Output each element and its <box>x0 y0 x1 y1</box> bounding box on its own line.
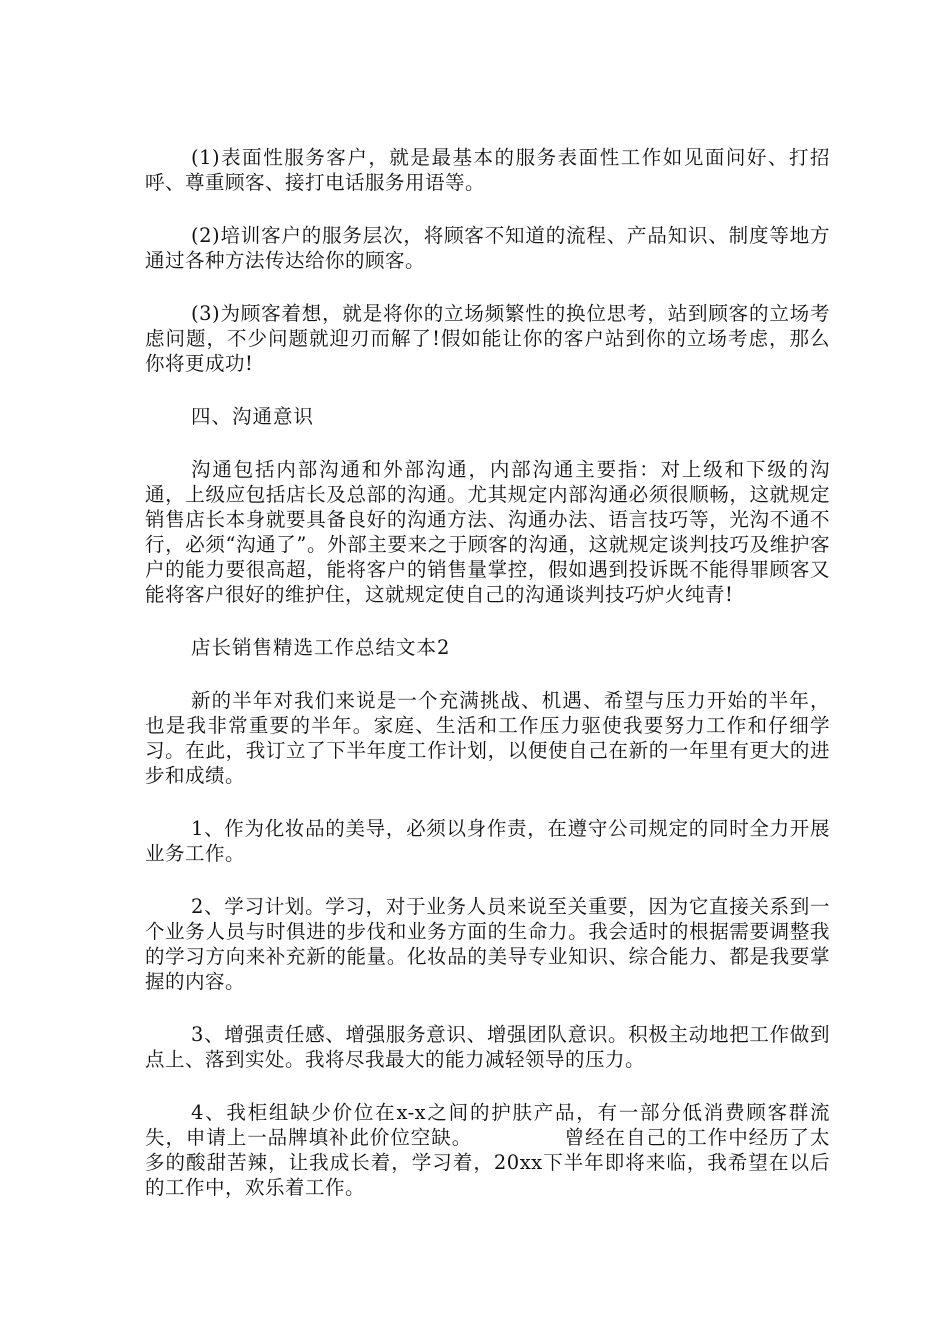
paragraph-item-4: 4、我柜组缺少价位在x-x之间的护肤产品，有一部分低消费顾客群流失，申请上一品牌填补此价位空缺。 曾经在自己的工作中经历了太多的酸甜苦辣，让我成长着，学习着，20xx下半年即将来临，我希望在以后的工作中，欢乐着工作。 <box>145 1101 830 1199</box>
section-heading-communication: 四、沟通意识 <box>191 405 315 428</box>
paragraph-half-year: 新的半年对我们来说是一个充满挑战、机遇、希望与压力开始的半年，也是我非常重要的半年。家庭、生活和工作压力驱使我要努力工作和仔细学习。在此，我订立了下半年度工作计划，以便使自己在新的一年里有更大的进步和成绩。 <box>145 689 830 787</box>
section-heading-summary-2: 店长销售精选工作总结文本2 <box>191 636 451 659</box>
paragraph-service-empathy: (3)为顾客着想，就是将你的立场频繁性的换位思考，站到顾客的立场考虑问题，不少问题就迎刃而解了!假如能让你的客户站到你的立场考虑，那么你将更成功! <box>145 302 830 375</box>
paragraph-service-training: (2)培训客户的服务层次，将顾客不知道的流程、产品知识、制度等地方通过各种方法传达给你的顾客。 <box>145 224 830 272</box>
paragraph-item-2: 2、学习计划。学习，对于业务人员来说至关重要，因为它直接关系到一个业务人员与时俱进的步伐和业务方面的生命力。我会适时的根据需要调整我的学习方向来补充新的能量。化妆品的美导专业知识、综合能力、都是我要掌握的内容。 <box>145 895 830 993</box>
document-body <box>145 145 830 1228</box>
paragraph-item-3: 3、增强责任感、增强服务意识、增强团队意识。积极主动地把工作做到点上、落到实处。我将尽我最大的能力减轻领导的压力。 <box>145 1023 830 1071</box>
paragraph-item-1: 1、作为化妆品的美导，必须以身作责，在遵守公司规定的同时全力开展业务工作。 <box>145 817 830 865</box>
paragraph-service-surface: (1)表面性服务客户，就是最基本的服务表面性工作如见面问好、打招呼、尊重顾客、接打电话服务用语等。 <box>145 146 830 194</box>
paragraph-communication: 沟通包括内部沟通和外部沟通，内部沟通主要指：对上级和下级的沟通，上级应包括店长及总部的沟通。尤其规定内部沟通必须很顺畅，这就规定销售店长本身就要具备良好的沟通方法、沟通办法、语言技巧等，光沟不通不行，必须“沟通了”。外部主要来之于顾客的沟通，这就规定谈判技巧及维护客户的能力要很高超，能将客户的销售量掌控，假如遇到投诉既不能得罪顾客又能将客户很好的维护住，这就规定使自己的沟通谈判技巧炉火纯青! <box>145 458 830 606</box>
